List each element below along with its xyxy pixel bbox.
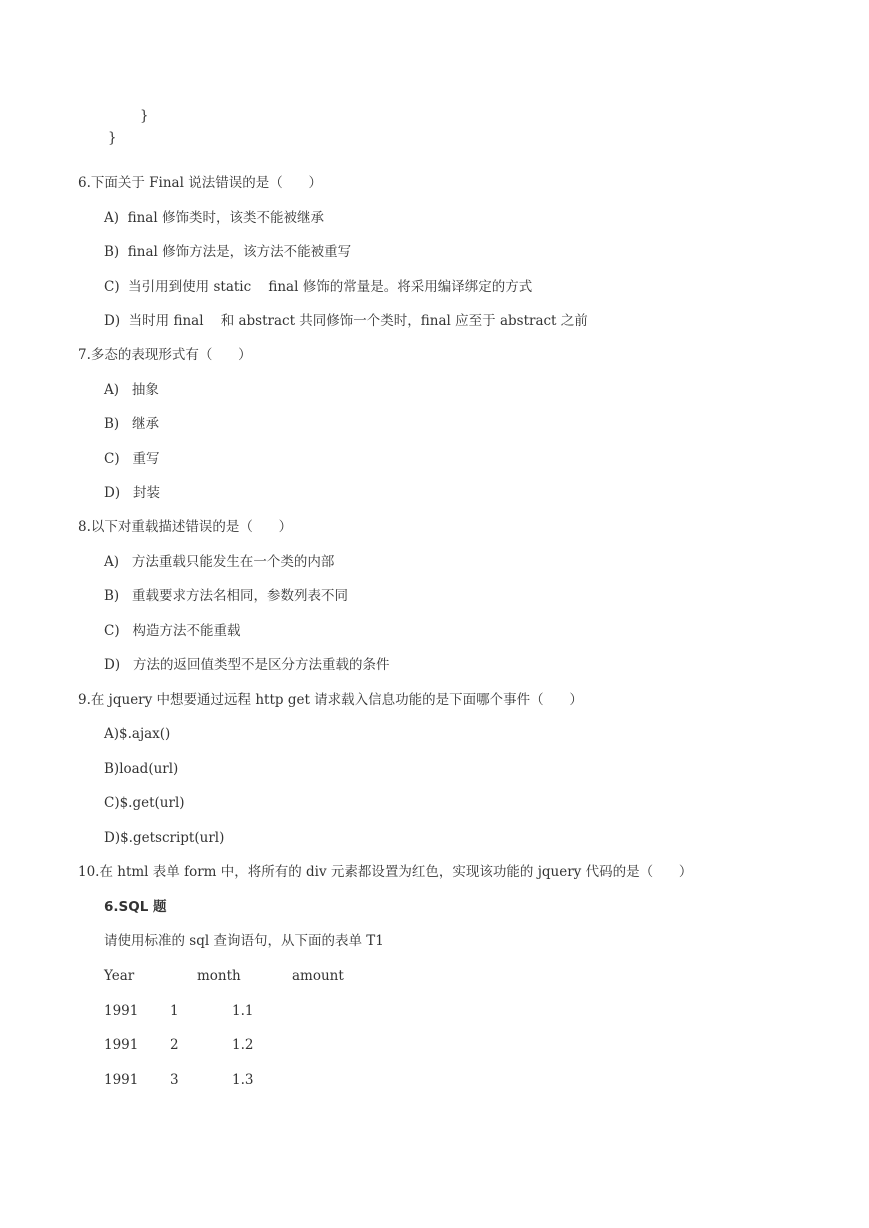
question-9-option-c: C)$.get(url)	[104, 795, 185, 811]
question-8-option-a: A) 方法重载只能发生在一个类的内部	[104, 554, 335, 570]
table-cell-month: 3	[170, 1072, 179, 1088]
question-7: 7.多态的表现形式有（ ）	[78, 347, 252, 363]
code-closing-brace-inner: }	[140, 108, 149, 124]
question-9-option-b: B)load(url)	[104, 761, 179, 777]
question-8: 8.以下对重载描述错误的是（ ）	[78, 519, 293, 535]
table-cell-month: 2	[170, 1037, 179, 1053]
table-header-year: Year	[104, 968, 135, 984]
question-6-option-c: C) 当引用到使用 static final 修饰的常量是。将采用编译绑定的方式	[104, 279, 533, 295]
question-6-option-d: D) 当时用 final 和 abstract 共同修饰一个类时，final 应至于 abstract 之前	[104, 313, 588, 329]
table-cell-year: 1991	[104, 1072, 139, 1088]
section-heading-sql: 6.SQL 题	[104, 899, 167, 915]
question-8-option-c: C) 构造方法不能重载	[104, 623, 241, 639]
sql-intro-text: 请使用标准的 sql 查询语句，从下面的表单 T1	[104, 933, 384, 949]
table-header-month: month	[197, 968, 241, 984]
code-closing-brace-outer: }	[108, 130, 117, 146]
question-8-option-b: B) 重载要求方法名相同，参数列表不同	[104, 588, 349, 604]
table-cell-month: 1	[170, 1003, 179, 1019]
table-cell-amount: 1.2	[232, 1037, 254, 1053]
question-6-option-b: B) final 修饰方法是，该方法不能被重写	[104, 244, 352, 260]
question-6-option-a: A) final 修饰类时，该类不能被继承	[104, 210, 324, 226]
question-8-option-d: D) 方法的返回值类型不是区分方法重载的条件	[104, 657, 390, 673]
table-cell-year: 1991	[104, 1003, 139, 1019]
question-9-option-d: D)$.getscript(url)	[104, 830, 225, 846]
question-7-option-c: C) 重写	[104, 451, 160, 467]
question-7-option-a: A) 抽象	[104, 382, 159, 398]
question-9: 9.在 jquery 中想要通过远程 http get 请求载入信息功能的是下面哪个事件（ ）	[78, 692, 583, 708]
table-cell-amount: 1.1	[232, 1003, 254, 1019]
question-10: 10.在 html 表单 form 中，将所有的 div 元素都设置为红色，实现该功能的 jquery 代码的是（ ）	[78, 864, 693, 880]
question-9-option-a: A)$.ajax()	[104, 726, 171, 742]
question-7-option-b: B) 继承	[104, 416, 160, 432]
table-cell-amount: 1.3	[232, 1072, 254, 1088]
table-cell-year: 1991	[104, 1037, 139, 1053]
table-header-amount: amount	[292, 968, 344, 984]
question-7-option-d: D) 封装	[104, 485, 160, 501]
question-6: 6.下面关于 Final 说法错误的是（ ）	[78, 175, 322, 191]
